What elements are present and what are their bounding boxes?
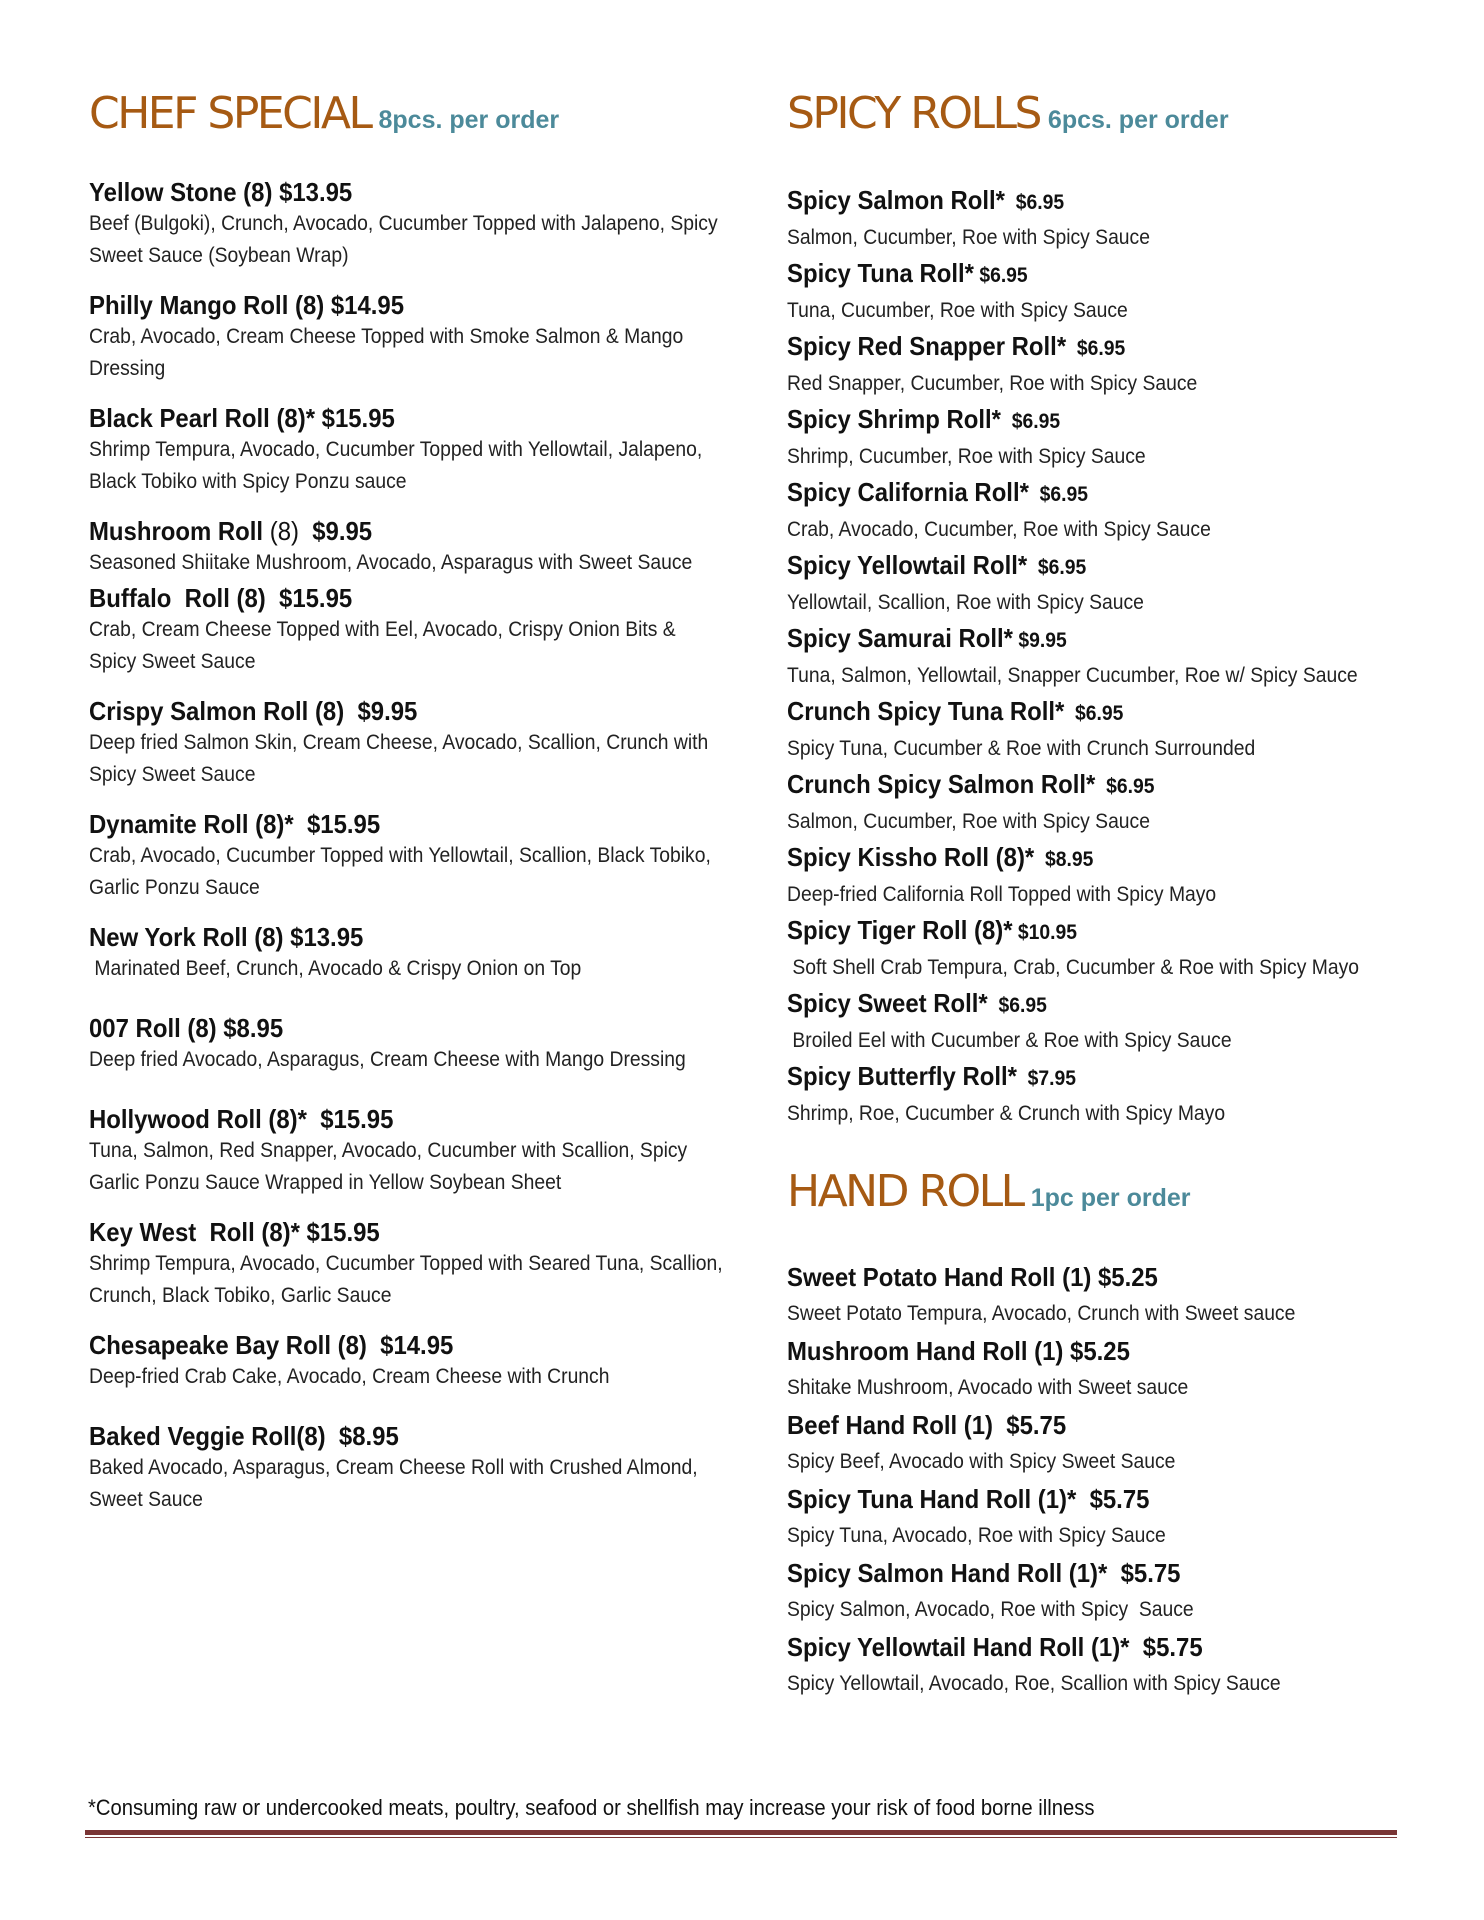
item-name-text: Spicy Yellowtail Roll* bbox=[787, 550, 1028, 580]
item-description: Spicy Yellowtail, Avocado, Roe, Scallion with Spicy Sauce bbox=[787, 1672, 1281, 1695]
item-name: Hollywood Roll (8)* $15.95 bbox=[89, 1104, 394, 1134]
menu-item bbox=[787, 1405, 1447, 1479]
menu-item bbox=[787, 838, 1447, 911]
menu-item bbox=[787, 254, 1447, 327]
item-name bbox=[787, 1057, 1394, 1098]
item-name: Key West Roll (8)* $15.95 bbox=[89, 1217, 380, 1247]
item-name: Dynamite Roll (8)* $15.95 bbox=[89, 809, 381, 839]
item-price: $9.95 bbox=[298, 516, 373, 546]
item-price: $10.95 bbox=[1012, 921, 1078, 944]
item-description: Red Snapper, Cucumber, Roe with Spicy Sauce bbox=[787, 372, 1198, 395]
section-subtitle: 1pc per order bbox=[1030, 1184, 1191, 1212]
item-description: Deep-fried California Roll Topped with Spicy Mayo bbox=[787, 883, 1217, 906]
menu-item bbox=[89, 1330, 729, 1393]
item-name bbox=[787, 327, 1394, 368]
item-name: Yellow Stone (8) $13.95 bbox=[89, 177, 353, 207]
menu-item bbox=[787, 1479, 1447, 1553]
menu-item bbox=[787, 1257, 1447, 1331]
menu-item bbox=[787, 692, 1447, 765]
item-description: Soft Shell Crab Tempura, Crab, Cucumber & Roe with Spicy Mayo bbox=[787, 956, 1359, 979]
footer-divider-thin bbox=[85, 1837, 1397, 1838]
item-name-text: Spicy Red Snapper Roll* bbox=[787, 331, 1067, 361]
spicy-rolls-header bbox=[787, 88, 1447, 139]
chef-special-section bbox=[89, 88, 729, 1534]
item-price: $9.95 bbox=[1013, 629, 1067, 652]
section-title: CHEF SPECIAL bbox=[89, 88, 371, 139]
menu-item bbox=[787, 400, 1447, 473]
item-name: Crispy Salmon Roll (8) $9.95 bbox=[89, 696, 418, 726]
item-description: Spicy Beef, Avocado with Spicy Sweet Sauce bbox=[787, 1450, 1176, 1473]
item-price: $6.95 bbox=[1095, 775, 1155, 798]
menu-item bbox=[89, 177, 729, 272]
item-name: Black Pearl Roll (8)* $15.95 bbox=[89, 403, 395, 433]
item-price: $6.95 bbox=[1064, 702, 1124, 725]
menu-item bbox=[89, 696, 729, 791]
item-description: Shrimp, Cucumber, Roe with Spicy Sauce bbox=[787, 445, 1146, 468]
menu-item bbox=[89, 922, 729, 985]
disclaimer-note: *Consuming raw or undercooked meats, poultry, seafood or shellfish may increase your risk of food borne illness bbox=[88, 1795, 1095, 1820]
chef-special-header bbox=[89, 88, 729, 139]
item-description: Crab, Avocado, Cream Cheese Topped with Smoke Salmon & Mango Dressing bbox=[89, 325, 684, 380]
item-name: Sweet Potato Hand Roll (1) $5.25 bbox=[787, 1262, 1158, 1292]
menu-item bbox=[89, 1421, 729, 1516]
menu-item bbox=[89, 290, 729, 385]
item-description: Baked Avocado, Asparagus, Cream Cheese Roll with Crushed Almond, Sweet Sauce bbox=[89, 1456, 698, 1511]
item-name-text: Spicy Salmon Roll* bbox=[787, 185, 1005, 215]
item-price: $8.95 bbox=[1034, 848, 1094, 871]
item-name bbox=[787, 181, 1394, 222]
item-description: Deep fried Avocado, Asparagus, Cream Cheese with Mango Dressing bbox=[89, 1048, 686, 1071]
item-name bbox=[787, 546, 1394, 587]
item-name bbox=[787, 400, 1394, 441]
item-name-text: Mushroom Roll bbox=[89, 516, 264, 546]
item-description: Crab, Avocado, Cucumber Topped with Yellowtail, Scallion, Black Tobiko, Garlic Ponzu Sauce bbox=[89, 844, 711, 899]
menu-item bbox=[89, 1013, 729, 1076]
item-description: Salmon, Cucumber, Roe with Spicy Sauce bbox=[787, 810, 1150, 833]
menu-item bbox=[787, 984, 1447, 1057]
item-name: Spicy Yellowtail Hand Roll (1)* $5.75 bbox=[787, 1632, 1203, 1662]
item-name: Buffalo Roll (8) $15.95 bbox=[89, 583, 353, 613]
menu-item bbox=[89, 1104, 729, 1199]
menu-item bbox=[89, 516, 729, 579]
menu-item bbox=[787, 911, 1447, 984]
item-name bbox=[787, 838, 1394, 879]
hand-roll-header bbox=[787, 1166, 1447, 1217]
menu-item bbox=[787, 546, 1447, 619]
menu-item bbox=[787, 1553, 1447, 1627]
item-description: Spicy Tuna, Avocado, Roe with Spicy Sauce bbox=[787, 1524, 1166, 1547]
item-description: Deep-fried Crab Cake, Avocado, Cream Cheese with Crunch bbox=[89, 1365, 610, 1388]
menu-item bbox=[787, 473, 1447, 546]
item-name bbox=[787, 473, 1394, 514]
menu-item bbox=[89, 403, 729, 498]
item-name-text: Spicy Tuna Roll* bbox=[787, 258, 974, 288]
menu-item bbox=[787, 765, 1447, 838]
item-description: Tuna, Cucumber, Roe with Spicy Sauce bbox=[787, 299, 1128, 322]
item-description: Shrimp Tempura, Avocado, Cucumber Topped with Yellowtail, Jalapeno, Black Tobiko with Spicy Ponzu sauce bbox=[89, 438, 703, 493]
menu-item bbox=[787, 1627, 1447, 1701]
menu-item bbox=[89, 583, 729, 678]
item-name: Spicy Tuna Hand Roll (1)* $5.75 bbox=[787, 1484, 1150, 1514]
item-name bbox=[787, 692, 1394, 733]
item-name-text: Spicy Tiger Roll (8)* bbox=[787, 915, 1013, 945]
item-price: $6.95 bbox=[1028, 483, 1089, 506]
item-name: Beef Hand Roll (1) $5.75 bbox=[787, 1410, 1067, 1440]
item-price: $6.95 bbox=[1066, 337, 1126, 360]
item-description: Crab, Cream Cheese Topped with Eel, Avocado, Crispy Onion Bits & Spicy Sweet Sauce bbox=[89, 618, 676, 673]
item-description: Shitake Mushroom, Avocado with Sweet sauce bbox=[787, 1376, 1189, 1399]
footer-divider bbox=[85, 1830, 1397, 1835]
item-price: $6.95 bbox=[987, 994, 1047, 1017]
item-name bbox=[787, 254, 1394, 295]
item-name: Mushroom Hand Roll (1) $5.25 bbox=[787, 1336, 1130, 1366]
item-name: 007 Roll (8) $8.95 bbox=[89, 1013, 284, 1043]
section-subtitle: 6pcs. per order bbox=[1047, 106, 1229, 134]
item-name: Chesapeake Bay Roll (8) $14.95 bbox=[89, 1330, 454, 1360]
item-name-text: Spicy Samurai Roll* bbox=[787, 623, 1014, 653]
item-name: Baked Veggie Roll(8) $8.95 bbox=[89, 1421, 399, 1451]
hand-roll-list bbox=[787, 1257, 1447, 1701]
item-description: Beef (Bulgoki), Crunch, Avocado, Cucumber Topped with Jalapeno, Spicy Sweet Sauce (Soybean Wrap) bbox=[89, 212, 718, 267]
menu-item bbox=[787, 1057, 1447, 1130]
spicy-rolls-list bbox=[787, 181, 1447, 1130]
item-name-text: Crunch Spicy Salmon Roll* bbox=[787, 769, 1096, 799]
item-price: $6.95 bbox=[973, 264, 1028, 287]
item-description: Deep fried Salmon Skin, Cream Cheese, Avocado, Scallion, Crunch with Spicy Sweet Sauce bbox=[89, 731, 709, 786]
item-description: Spicy Salmon, Avocado, Roe with Spicy Sauce bbox=[787, 1598, 1194, 1621]
item-description: Tuna, Salmon, Red Snapper, Avocado, Cucumber with Scallion, Spicy Garlic Ponzu Sauce Wrapped in Yellow Soybean Sheet bbox=[89, 1139, 688, 1194]
menu-item bbox=[89, 809, 729, 904]
item-description: Spicy Tuna, Cucumber & Roe with Crunch Surrounded bbox=[787, 737, 1256, 760]
menu-item bbox=[89, 1217, 729, 1312]
item-description: Sweet Potato Tempura, Avocado, Crunch with Sweet sauce bbox=[787, 1302, 1296, 1325]
item-name-text: Spicy Sweet Roll* bbox=[787, 988, 988, 1018]
item-price: $6.95 bbox=[1027, 556, 1087, 579]
item-description: Broiled Eel with Cucumber & Roe with Spicy Sauce bbox=[787, 1029, 1232, 1052]
chef-special-list bbox=[89, 177, 729, 1516]
item-description: Seasoned Shiitake Mushroom, Avocado, Asparagus with Sweet Sauce bbox=[89, 551, 693, 574]
item-description: Salmon, Cucumber, Roe with Spicy Sauce bbox=[787, 226, 1150, 249]
item-name bbox=[787, 984, 1394, 1025]
item-description: Crab, Avocado, Cucumber, Roe with Spicy Sauce bbox=[787, 518, 1211, 541]
hand-roll-section bbox=[787, 1166, 1447, 1701]
item-name-suffix: (8) bbox=[263, 516, 299, 546]
item-name bbox=[89, 516, 678, 547]
menu-item bbox=[787, 327, 1447, 400]
section-subtitle: 8pcs. per order bbox=[378, 106, 560, 134]
item-description: Shrimp Tempura, Avocado, Cucumber Topped with Seared Tuna, Scallion, Crunch, Black Tobiko, Garlic Sauce bbox=[89, 1252, 723, 1307]
spicy-rolls-section bbox=[787, 88, 1447, 1130]
menu-item bbox=[787, 181, 1447, 254]
item-name bbox=[787, 619, 1394, 660]
item-price: $7.95 bbox=[1016, 1067, 1077, 1090]
item-name-text: Spicy Butterfly Roll* bbox=[787, 1061, 1017, 1091]
item-name-text: Spicy Kissho Roll (8)* bbox=[787, 842, 1035, 872]
item-name: Philly Mango Roll (8) $14.95 bbox=[89, 290, 405, 320]
item-price: $6.95 bbox=[1001, 410, 1061, 433]
item-description: Yellowtail, Scallion, Roe with Spicy Sauce bbox=[787, 591, 1144, 614]
menu-item bbox=[787, 1331, 1447, 1405]
section-title: HAND ROLL bbox=[787, 1166, 1023, 1217]
item-name: New York Roll (8) $13.95 bbox=[89, 922, 364, 952]
menu-item bbox=[787, 619, 1447, 692]
item-name bbox=[787, 911, 1394, 952]
item-name-text: Spicy California Roll* bbox=[787, 477, 1029, 507]
item-description: Tuna, Salmon, Yellowtail, Snapper Cucumber, Roe w/ Spicy Sauce bbox=[787, 664, 1358, 687]
item-name: Spicy Salmon Hand Roll (1)* $5.75 bbox=[787, 1558, 1181, 1588]
item-description: Shrimp, Roe, Cucumber & Crunch with Spicy Mayo bbox=[787, 1102, 1226, 1125]
item-description: Marinated Beef, Crunch, Avocado & Crispy Onion on Top bbox=[89, 957, 582, 980]
item-name-text: Crunch Spicy Tuna Roll* bbox=[787, 696, 1065, 726]
section-title: SPICY ROLLS bbox=[787, 88, 1040, 139]
item-name bbox=[787, 765, 1394, 806]
item-price: $6.95 bbox=[1004, 191, 1065, 214]
right-column bbox=[787, 88, 1447, 1701]
item-name-text: Spicy Shrimp Roll* bbox=[787, 404, 1002, 434]
